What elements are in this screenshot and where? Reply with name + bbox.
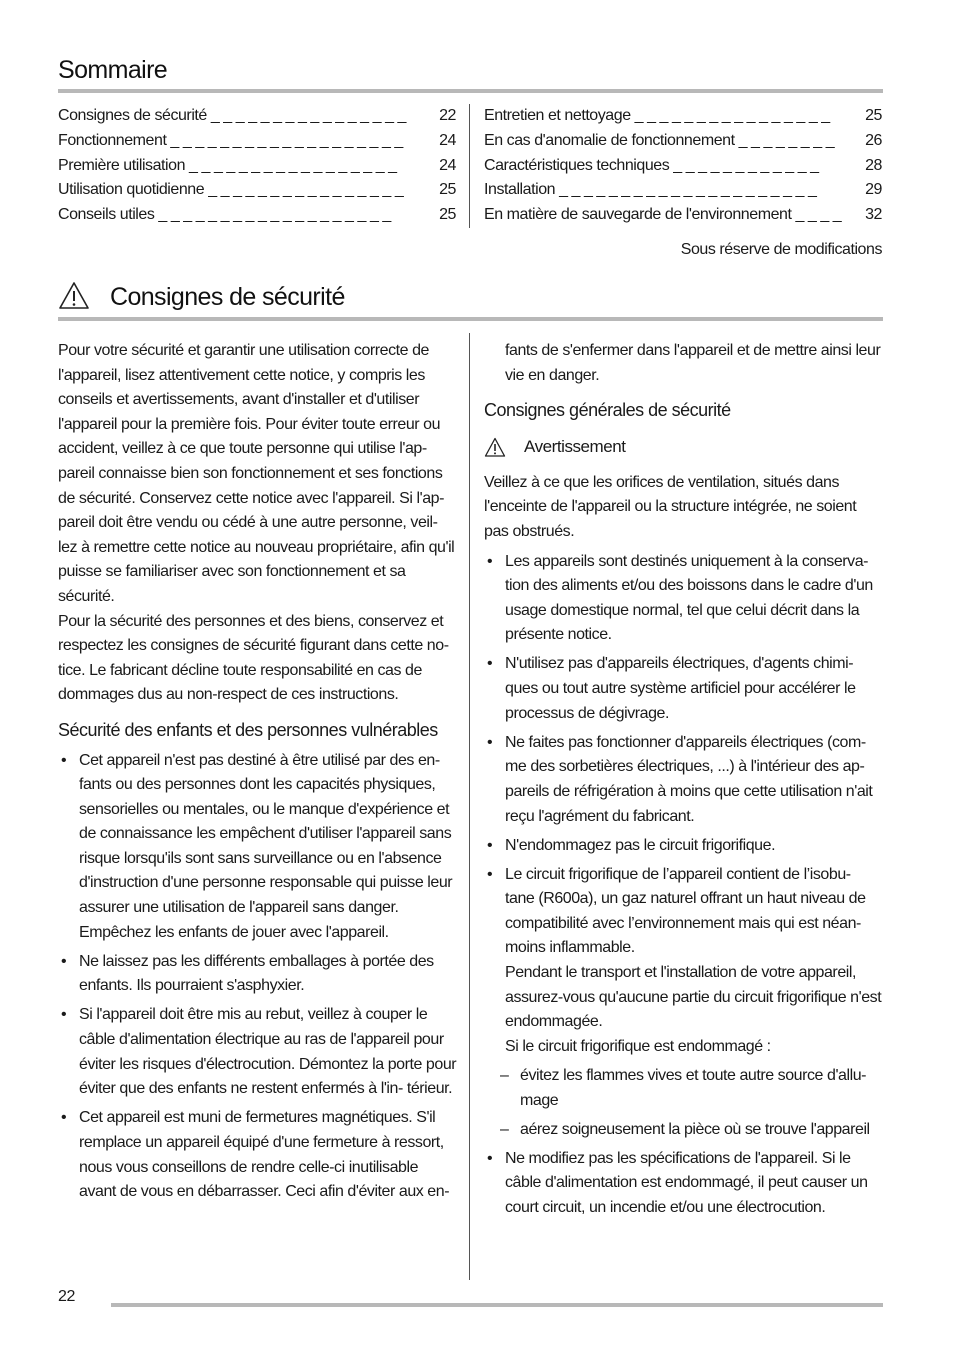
list-item — [484, 652, 882, 726]
general-list-tail — [484, 1147, 882, 1221]
list-item-text: N'endommagez pas le circuit frigorifique. — [505, 836, 776, 854]
dash-item-text: aérez soigneusement la pièce où se trouve l'appareil — [520, 1120, 870, 1138]
summary-rule — [58, 89, 883, 93]
footer-rule — [111, 1303, 883, 1307]
toc-entry-label: Consignes de sécurité _ _ _ _ _ _ _ _ _ _ _ _ _ _ _ _ — [58, 107, 406, 124]
toc-left — [58, 104, 456, 228]
list-item — [484, 863, 882, 1060]
intro-paragraph: Pour la sécurité des personnes et des biens, conservez et respectez les consignes de sécurité figurant dans cette no- tice. Le fabricant décline toute responsabilité en cas de dommages dus au non-respect de ces instructions. — [58, 612, 449, 704]
toc-right — [484, 104, 882, 228]
list-item — [58, 950, 458, 999]
toc-entry[interactable] — [484, 178, 882, 203]
toc-entry[interactable] — [484, 104, 882, 129]
list-item — [58, 749, 458, 946]
toc-entry-label: En matière de sauvegarde de l'environnement _ _ _ _ — [484, 206, 842, 224]
toc-entry-page: 24 — [439, 156, 456, 174]
children-section-title: Sécurité des enfants et des personnes vulnérables — [58, 719, 438, 740]
general-list — [484, 550, 882, 1060]
toc-entry-label: En cas d'anomalie de fonctionnement _ _ _ _ _ _ _ _ — [484, 131, 835, 149]
toc-entry[interactable] — [58, 129, 456, 154]
list-item-text: N'utilisez pas d'appareils électriques, d'agents chimi- ques ou tout autre système artificiel pour accélérer le processus de dégivrage. — [505, 655, 856, 722]
intro-paragraph: Pour votre sécurité et garantir une utilisation correcte de l'appareil, lisez attentivement cette notice, y compris les conseils et avertissements, avant d'installer et d'utiliser l'appareil pour la première fois. Pour éviter toute erreur ou accident, veillez à ce que toute personne qui utilise l'ap- pareil connaisse bien son fonctionnement et ses fonctions de sécurité. Conservez cette notice avec l'appareil. Si l'ap- pareil doit être vendu ou cédé à une autre personne, veil- lez à remettre cette notice au nouveau propriétaire, afin qu'il puisse se familiariser avec son fonctionnement et sa sécurité. — [58, 342, 455, 605]
column-divider — [469, 333, 470, 1280]
toc-divider — [469, 104, 470, 228]
toc-entry-label: Entretien et nettoyage _ _ _ _ _ _ _ _ _ _ _ _ _ _ _ _ — [484, 107, 830, 124]
warning-triangle-icon — [58, 281, 90, 311]
toc-entry[interactable] — [484, 154, 882, 179]
warning-label: Avertissement — [524, 436, 626, 456]
modification-note: Sous réserve de modifications — [680, 241, 882, 258]
toc-entry-page: 26 — [865, 131, 882, 149]
children-list — [58, 749, 458, 1205]
toc-entry-label: Installation _ _ _ _ _ _ _ _ _ _ _ _ _ _ _ _ _ _ _ _ _ — [484, 181, 817, 199]
toc-entry-label: Caractéristiques techniques _ _ _ _ _ _ _ _ _ _ _ _ — [484, 156, 819, 174]
list-item-text: Les appareils sont destinés uniquement à la conserva- tion des aliments et/ou des boissons dans le cadre d'un usage domestique normal, tel que celui décrit dans la présente notice. — [505, 552, 873, 644]
page-number: 22 — [58, 1288, 75, 1305]
dash-item — [499, 1064, 882, 1113]
toc-entry-page: 25 — [865, 107, 882, 124]
toc-entry-page: 22 — [439, 107, 456, 124]
toc-entry-label: Première utilisation _ _ _ _ _ _ _ _ _ _ _ _ _ _ _ _ _ — [58, 156, 397, 174]
list-item-text: Ne modifiez pas les spécifications de l'appareil. Si le câble d'alimentation est endommagé, il peut causer un court circuit, un incendie et/ou une électrocution. — [505, 1149, 868, 1216]
left-column — [58, 339, 458, 1209]
toc-entry[interactable] — [58, 203, 456, 228]
toc-entry[interactable] — [484, 129, 882, 154]
list-item — [58, 1106, 458, 1204]
list-item-text: Si le circuit frigorifique est endommagé : — [505, 1037, 771, 1055]
list-item — [484, 550, 882, 648]
list-item-text: Cet appareil n'est pas destiné à être utilisé par des en- fants ou des personnes dont les capacités physiques, sensorielles ou mentales, ou le manque d'expérience et de connaissance les empêchent d'utiliser l'appareil sans risque lorsqu'ils sont sans surveillance ou en l'absence d'instruction d'une personne responsable qui puisse leur assurer une utilisation de l'appareil sans danger. — [79, 751, 453, 917]
list-item — [484, 834, 882, 859]
list-item-text: Empêchez les enfants de jouer avec l'appareil. — [79, 923, 389, 941]
dash-item — [499, 1118, 882, 1143]
warning-small-icon — [484, 437, 506, 458]
toc-entry-page: 29 — [865, 181, 882, 199]
list-item-text: Ne faites pas fonctionner d'appareils électriques (com- me des sorbetières électriques, ...) à l'intérieur des ap- pareils de réfrigération à moins que cette utilisation n'ait reçu l'agrément du fabricant. — [505, 733, 873, 825]
safety-title: Consignes de sécurité — [110, 283, 345, 311]
list-item-text: Ne laissez pas les différents emballages à portée des enfants. Ils pourraient s'asphyxier. — [79, 952, 434, 995]
toc-entry[interactable] — [58, 178, 456, 203]
warning-text: Veillez à ce que les orifices de ventilation, situés dans l'enceinte de l'appareil ou la structure intégrée, ne soient pas obstrués. — [484, 473, 857, 540]
right-column — [484, 339, 882, 1225]
dash-item-text: évitez les flammes vives et toute autre source d'allu- mage — [520, 1066, 867, 1109]
general-section-title: Consignes générales de sécurité — [484, 400, 731, 421]
toc-entry-label: Fonctionnement _ _ _ _ _ _ _ _ _ _ _ _ _ _ _ _ _ _ _ — [58, 131, 403, 149]
toc-entry-page: 25 — [439, 206, 456, 224]
toc-entry-page: 28 — [865, 156, 882, 174]
toc-entry-page: 32 — [865, 206, 882, 224]
list-item-text: Le circuit frigorifique de l’appareil contient de l’isobu- tane (R600a), un gaz naturel offrant un haut niveau de compatibilité avec l’environnement mais qui est néan- moins inflammable. — [505, 865, 866, 957]
list-item-text: Si l'appareil doit être mis au rebut, veillez à couper le câble d'alimentation électrique au ras de l'appareil pour éviter les risques d'électrocution. Démontez la porte pour éviter que des enfants ne restent enfermés à l'in- térieur. — [79, 1006, 457, 1098]
circuit-dash-list — [484, 1064, 882, 1142]
toc-entry-page: 25 — [439, 181, 456, 199]
list-item — [484, 1147, 882, 1221]
list-item-text: Pendant le transport et l'installation de votre appareil, assurez-vous qu'aucune partie du circuit frigorifique n'est endommagée. — [505, 964, 882, 1031]
safety-rule — [58, 317, 883, 321]
toc-entry[interactable] — [58, 104, 456, 129]
list-item-text: Cet appareil est muni de fermetures magnétiques. S'il remplace un appareil équipé d'une fermeture à ressort, nous vous conseillons de rendre celle-ci inutilisable avant de vous en débarrasser. Ceci afin d'éviter aux en- — [79, 1109, 450, 1201]
toc-entry-label: Conseils utiles _ _ _ _ _ _ _ _ _ _ _ _ _ _ _ _ _ _ _ — [58, 206, 391, 224]
list-item — [58, 1003, 458, 1101]
summary-title: Sommaire — [58, 56, 168, 84]
toc-entry-page: 24 — [439, 131, 456, 149]
toc-entry[interactable] — [58, 154, 456, 179]
toc-entry-label: Utilisation quotidienne _ _ _ _ _ _ _ _ _ _ _ _ _ _ _ _ — [58, 181, 404, 199]
list-item — [484, 731, 882, 829]
toc-entry[interactable] — [484, 203, 882, 228]
continued-text: fants de s'enfermer dans l'appareil et de mettre ainsi leur vie en danger. — [505, 342, 881, 384]
warning-header — [484, 435, 882, 463]
